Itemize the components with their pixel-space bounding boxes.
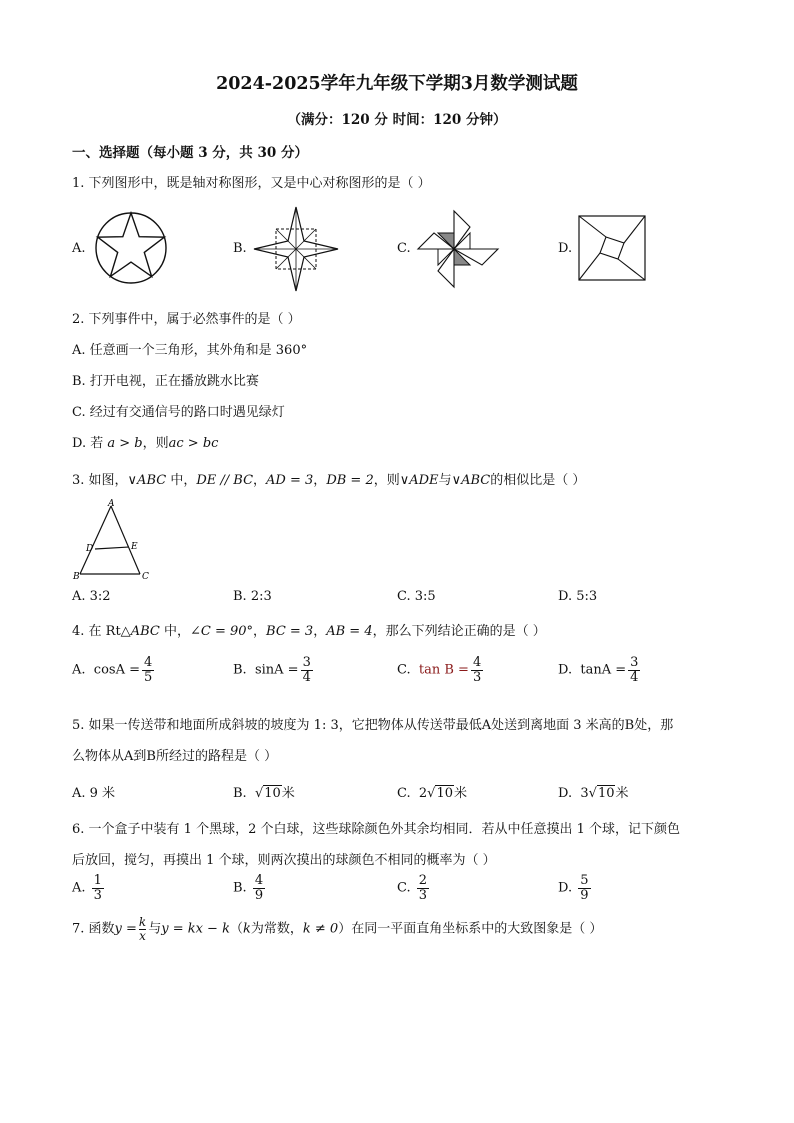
- q4-text-5: ，那么下列结论正确的是（ ）: [372, 624, 546, 639]
- q7-math-2: y = kx − k: [161, 921, 230, 937]
- q2-d-math-2: ac > bc: [168, 436, 219, 451]
- q7-text-5: ）在同一平面直角坐标系中的大致图象是（ ）: [338, 921, 603, 937]
- q2-option-c: C. 经过有交通信号的路口时遇见绿灯: [72, 405, 285, 420]
- q4-a-label: A.: [72, 662, 86, 678]
- q7-den: x: [139, 928, 146, 943]
- q4-text-1: 4. 在 Rt△: [72, 624, 131, 639]
- q4-option-a: [72, 656, 156, 684]
- q3-text-3: ，: [253, 473, 267, 488]
- q3-label-b: B: [73, 572, 80, 582]
- q3-text-2: 中，: [166, 473, 197, 488]
- q3-math-1: ∨ABC: [127, 473, 167, 488]
- q1-option-c-label: C.: [397, 241, 411, 256]
- page-title: 2024-2025学年九年级下学期3月数学测试题: [216, 74, 578, 94]
- q2-option-d: [72, 432, 218, 451]
- q7-math-4: k ≠ 0: [302, 921, 339, 937]
- q6-b-label: B.: [233, 880, 247, 896]
- q4-d-fn: tanA =: [580, 662, 627, 678]
- q4-math-1: ABC: [130, 624, 160, 639]
- q3-label-d: D: [86, 544, 94, 554]
- q4-c-den: 3: [472, 669, 482, 685]
- q5-d-label: D.: [558, 786, 573, 801]
- q5-c-label: C.: [397, 786, 411, 801]
- q5-option-c: C. 2√10米: [397, 786, 468, 801]
- q5-option-a: A. 9 米: [72, 786, 116, 801]
- q5-c-radicand: 10: [436, 786, 454, 801]
- q6-d-num: 5: [580, 873, 589, 888]
- q4-math-4: AB = 4: [326, 624, 373, 639]
- section-title: 一、选择题（每小题 3 分，共 30 分）: [72, 145, 308, 161]
- q5-b-label: B.: [233, 786, 247, 801]
- q4-b-label: B.: [233, 662, 247, 678]
- q6-b-num: 4: [254, 873, 264, 888]
- q6-b-den: 9: [254, 887, 264, 903]
- q2-option-a: A. 任意画一个三角形，其外角和是 360°: [72, 343, 308, 358]
- q3-option-a: A. 3:2: [72, 589, 111, 604]
- q3-text-7: 的相似比是（ ）: [490, 473, 586, 488]
- q5-b-radicand: 10: [264, 786, 281, 801]
- q4-text-2: 中，: [159, 624, 190, 639]
- q3-math-4: DB = 2: [326, 473, 374, 488]
- q2-d-prefix: D. 若: [72, 436, 104, 451]
- question-5-line-2: 么物体从A到B所经过的路程是（ ）: [72, 749, 278, 764]
- q4-b-fn: sinA =: [254, 662, 299, 678]
- q1-figure-b-eight-point-star: [252, 205, 340, 293]
- q4-option-b: [233, 656, 315, 684]
- q5-c-unit: 米: [454, 786, 468, 801]
- question-6-line-1: 6. 一个盒子中装有 1 个黑球，2 个白球，这些球除颜色外其余均相同．若从中任意摸出 1 个球，记下颜色: [72, 822, 681, 837]
- q4-a-num: 4: [144, 655, 153, 670]
- q5-d-unit: 米: [615, 786, 629, 801]
- q3-math-5: ∨ADE: [399, 473, 439, 488]
- q5-option-b: B. √10米: [233, 786, 295, 801]
- q3-math-2: DE // BC: [196, 473, 254, 488]
- q7-math-1: y =: [114, 921, 137, 937]
- q2-option-b: B. 打开电视，正在播放跳水比赛: [72, 374, 259, 389]
- q1-option-a-label: A.: [72, 241, 86, 256]
- q4-c-label: C.: [397, 662, 411, 678]
- q4-d-den: 4: [630, 669, 639, 685]
- q5-c-coef: 2: [418, 786, 428, 801]
- q4-option-d: [558, 656, 642, 684]
- q5-b-unit: 米: [281, 786, 295, 801]
- q7-math-3: k: [242, 921, 251, 937]
- q3-label-a: A: [108, 499, 115, 509]
- q6-option-d: [558, 874, 593, 902]
- q1-figure-c-pinwheel: [416, 209, 500, 289]
- q3-text-6: 与: [438, 473, 452, 488]
- q5-option-d: D. 3√10米: [558, 786, 629, 801]
- q2-d-mid: ，则: [142, 436, 169, 451]
- q6-c-label: C.: [397, 880, 411, 896]
- q3-math-3: AD = 3: [266, 473, 314, 488]
- q3-label-c: C: [142, 572, 149, 582]
- q6-d-label: D.: [558, 880, 573, 896]
- q3-option-c: C. 3:5: [397, 589, 436, 604]
- q3-option-d: D. 5:3: [558, 589, 598, 604]
- q6-option-b: [233, 874, 267, 902]
- q4-text-4: ，: [313, 624, 327, 639]
- q4-option-c: [397, 656, 485, 684]
- question-7: [72, 916, 602, 942]
- question-2: 2. 下列事件中，属于必然事件的是（ ）: [72, 312, 301, 327]
- question-5-line-1: 5. 如果一传送带和地面所成斜坡的坡度为 1: 3，它把物体从传送带最低A处送到离地面 3 米高的B处，那: [72, 718, 674, 733]
- q3-option-b: B. 2:3: [233, 589, 272, 604]
- q4-a-den: 5: [144, 669, 153, 685]
- q3-math-6: ∨ABC: [451, 473, 491, 488]
- q4-c-fn: tan B =: [418, 662, 469, 678]
- q7-text-1: 7. 函数: [72, 921, 115, 937]
- q6-d-den: 9: [580, 887, 589, 903]
- q6-c-num: 2: [418, 873, 428, 888]
- q4-text-3: ，: [253, 624, 267, 639]
- q7-num: k: [138, 915, 147, 929]
- q3-text-1: 3. 如图，: [72, 473, 128, 488]
- q6-a-den: 3: [93, 887, 102, 903]
- q4-a-fn: cosA =: [93, 662, 140, 678]
- q7-text-2: 与: [148, 921, 162, 937]
- q6-c-den: 3: [418, 887, 428, 903]
- question-1: 1. 下列图形中，既是轴对称图形，又是中心对称图形的是（ ）: [72, 176, 431, 191]
- q7-text-4: 为常数，: [250, 921, 303, 937]
- q5-d-radicand: 10: [597, 786, 615, 801]
- q6-a-label: A.: [72, 880, 86, 896]
- question-4: [72, 620, 546, 639]
- q6-option-a: [72, 874, 106, 902]
- q1-option-b-label: B.: [233, 241, 247, 256]
- q1-figure-a-star-in-circle: [92, 210, 170, 286]
- q3-triangle-figure: [70, 496, 160, 584]
- q1-option-d-label: D.: [558, 241, 573, 256]
- q4-math-3: BC = 3: [266, 624, 314, 639]
- q2-d-math-1: a > b: [107, 436, 143, 451]
- question-6-line-2: 后放回，搅匀，再摸出 1 个球，则两次摸出的球颜色不相同的概率为（ ）: [72, 853, 496, 868]
- q4-d-label: D.: [558, 662, 573, 678]
- q5-d-coef: 3: [580, 786, 589, 801]
- q4-b-num: 3: [302, 655, 311, 670]
- q4-d-num: 3: [630, 655, 639, 670]
- q4-math-2: ∠C = 90°: [189, 624, 254, 639]
- q1-figure-d-square-pattern: [578, 215, 646, 281]
- q3-text-4: ，: [313, 473, 327, 488]
- question-3: [72, 469, 585, 488]
- q6-option-c: [397, 874, 431, 902]
- q4-c-num: 4: [472, 655, 482, 670]
- q6-a-num: 1: [93, 873, 102, 888]
- q7-text-3: （: [229, 921, 243, 937]
- q4-b-den: 4: [302, 669, 311, 685]
- q3-label-e: E: [131, 542, 138, 552]
- page-subtitle: （满分：120 分 时间：120 分钟）: [287, 112, 507, 128]
- q3-text-5: ，则: [373, 473, 400, 488]
